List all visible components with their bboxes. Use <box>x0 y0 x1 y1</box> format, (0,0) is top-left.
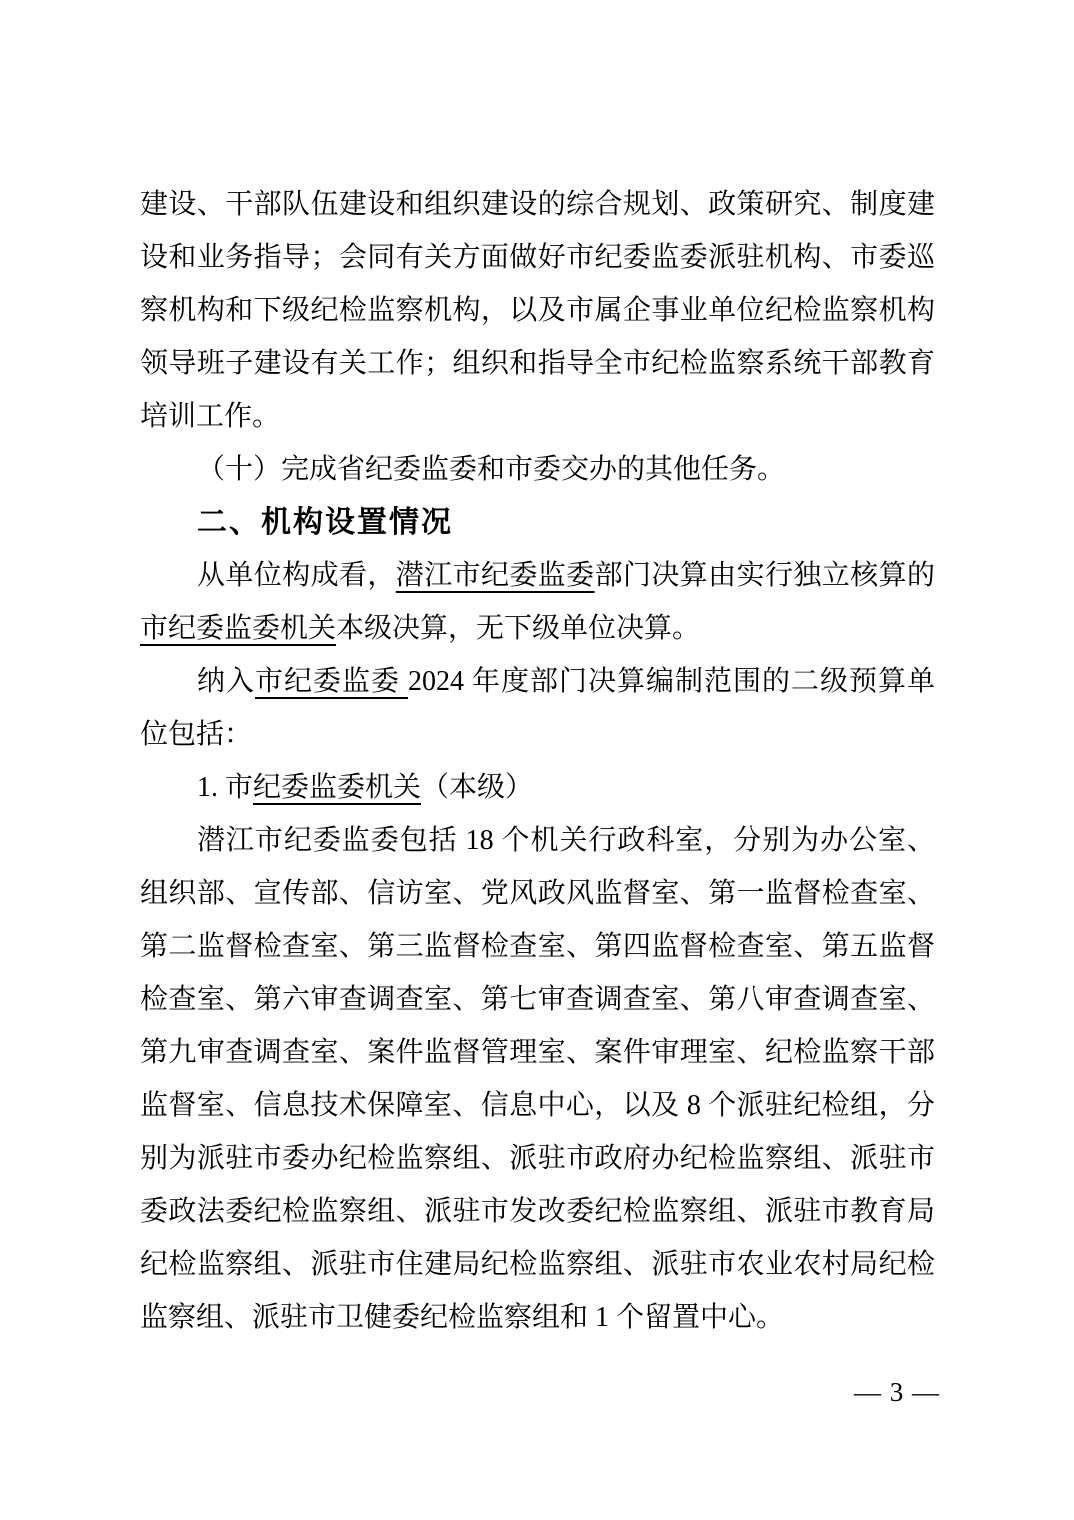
text-line <box>140 708 935 761</box>
text-line <box>140 1238 935 1291</box>
text-run: 部门决算由实行独立核算的 <box>594 560 935 591</box>
text-run: 监督室、信息技术保障室、信息中心，以及 8 个派驻纪检组，分 <box>140 1090 935 1121</box>
text-run: 位包括： <box>140 719 253 750</box>
underlined-text: 市纪委监委 <box>255 666 408 697</box>
text-run: 从单位构成看， <box>197 560 396 591</box>
page-number: — 3 — <box>854 1377 940 1407</box>
text-run: 潜江市纪委监委包括 18 个机关行政科室，分别为办公室、 <box>197 825 935 856</box>
text-run: 纪检监察组、派驻市住建局纪检监察组、派驻市农业农村局纪检 <box>140 1249 935 1280</box>
text-run: 二、机构设置情况 <box>197 506 453 539</box>
text-line <box>140 284 935 337</box>
text-line <box>140 443 935 496</box>
text-run: 第二监督检查室、第三监督检查室、第四监督检查室、第五监督 <box>140 931 935 962</box>
text-run: 委政法委纪检监察组、派驻市发改委纪检监察组、派驻市教育局 <box>140 1196 935 1227</box>
text-run: 纳入 <box>197 666 255 697</box>
text-line <box>140 761 935 814</box>
document-body <box>140 178 935 1344</box>
text-line <box>140 231 935 284</box>
text-line <box>140 867 935 920</box>
text-run: 设和业务指导；会同有关方面做好市纪委监委派驻机构、市委巡 <box>140 242 935 273</box>
text-run: 领导班子建设有关工作；组织和指导全市纪检监察系统干部教育 <box>140 348 935 379</box>
text-run: 别为派驻市委办纪检监察组、派驻市政府办纪检监察组、派驻市 <box>140 1143 935 1174</box>
text-line <box>140 602 935 655</box>
text-line <box>140 390 935 443</box>
text-line <box>140 1132 935 1185</box>
text-line <box>140 920 935 973</box>
section-heading <box>140 496 935 549</box>
text-run: 第九审查调查室、案件监督管理室、案件审理室、纪检监察干部 <box>140 1037 935 1068</box>
underlined-text: 潜江市纪委监委 <box>395 560 595 591</box>
text-run: 监察组、派驻市卫健委纪检监察组和 1 个留置中心。 <box>140 1302 785 1333</box>
text-line <box>140 1079 935 1132</box>
text-run: 本级决算，无下级单位决算。 <box>336 613 701 644</box>
underlined-text: 纪委监委机关 <box>253 772 422 803</box>
text-run: 培训工作。 <box>140 401 281 432</box>
text-line <box>140 814 935 867</box>
text-run: 建设、干部队伍建设和组织建设的综合规划、政策研究、制度建 <box>140 189 935 220</box>
text-line <box>140 1291 935 1344</box>
text-line <box>140 178 935 231</box>
text-line <box>140 973 935 1026</box>
text-line <box>140 1185 935 1238</box>
text-run: 检查室、第六审查调查室、第七审查调查室、第八审查调查室、 <box>140 984 935 1015</box>
text-line <box>140 655 935 708</box>
text-line <box>140 549 935 602</box>
underlined-text: 市纪委监委机关 <box>140 613 337 644</box>
text-run: 察机构和下级纪检监察机构，以及市属企事业单位纪检监察机构 <box>140 295 935 326</box>
text-run: （本级） <box>421 772 534 803</box>
text-run: 组织部、宣传部、信访室、党风政风监督室、第一监督检查室、 <box>140 878 935 909</box>
text-run: 2024 年度部门决算编制范围的二级预算单 <box>408 666 935 697</box>
text-line <box>140 1026 935 1079</box>
text-run: 1. 市 <box>197 772 254 803</box>
text-line <box>140 337 935 390</box>
text-run: （十）完成省纪委监委和市委交办的其他任务。 <box>197 454 786 485</box>
